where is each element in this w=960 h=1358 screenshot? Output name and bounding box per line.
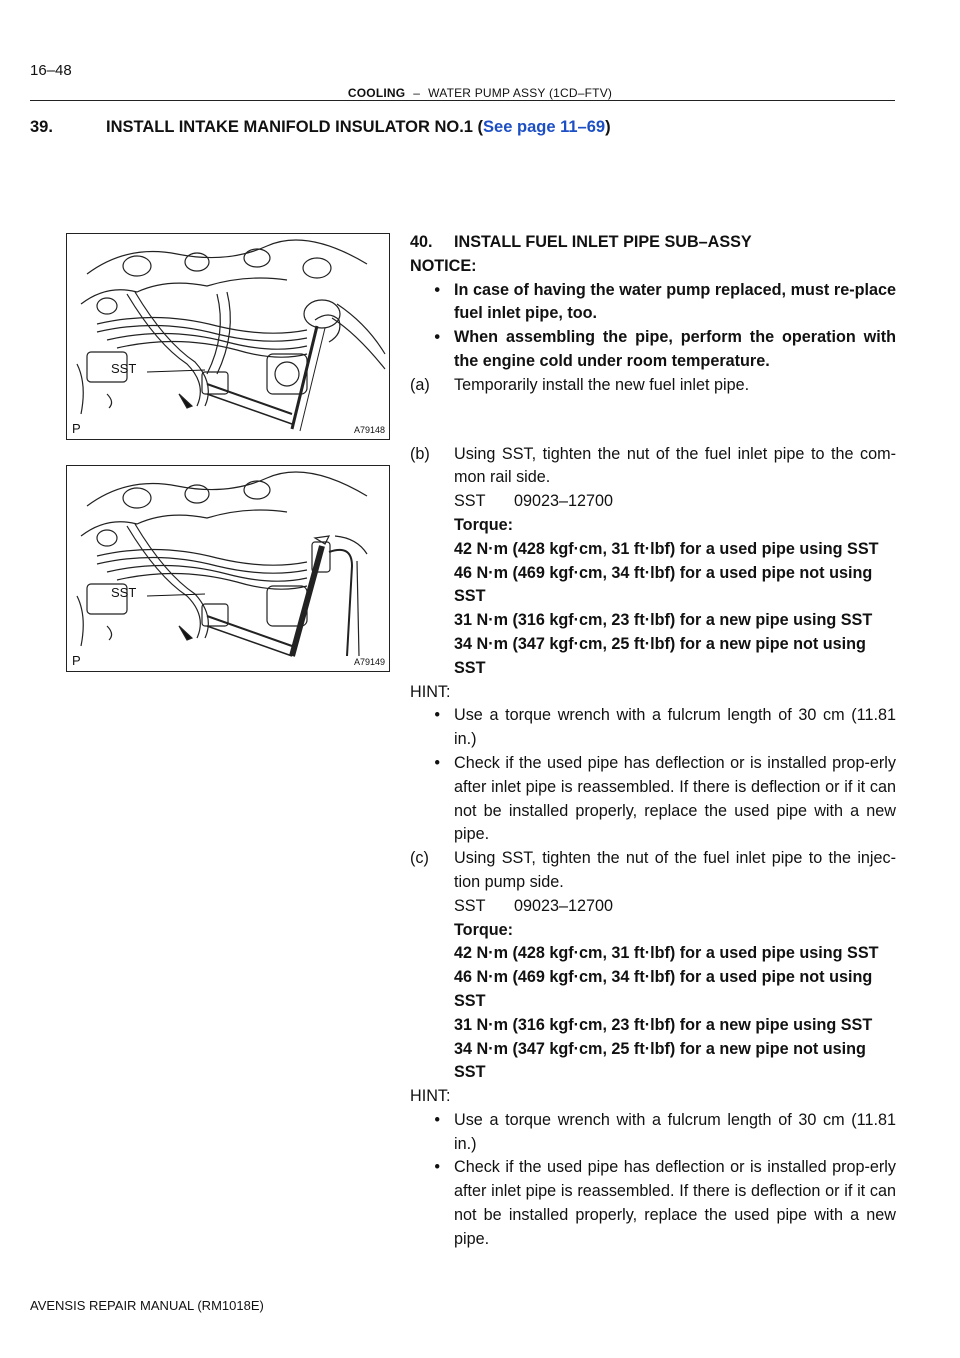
sst-label: SST (454, 492, 486, 511)
see-page-link[interactable]: See page 11–69 (483, 118, 606, 136)
substep-a (410, 374, 896, 398)
page-number: 16–48 (30, 62, 72, 79)
hint-text: Check if the used pipe has deflection or is installed prop-erly after inlet pipe is reassembled. If there is deflection or if it can not be installed properly, replace the used pipe with a new pipe. (454, 753, 896, 844)
section-title: COOLING (347, 86, 406, 100)
step-39-number: 39. (30, 118, 53, 136)
torque-label: Torque: (454, 515, 514, 534)
figure-p-mark: P (72, 421, 81, 436)
header-separator: – (413, 86, 421, 100)
hint-text: Use a torque wrench with a fulcrum length of 30 cm (11.81 in.) (454, 706, 896, 749)
torque-spec: 42 N·m (428 kgf·cm, 31 ft·lbf) for a used pipe using SST (454, 539, 879, 558)
hint-item: • Check if the used pipe has deflection or is installed prop-erly after inlet pipe is reassembled. If there is deflection or if it can not be installed properly, replace the used pipe with a new pipe. (410, 1156, 896, 1251)
hint-label: HINT: (410, 682, 451, 701)
torque-spec: 31 N·m (316 kgf·cm, 23 ft·lbf) for a new pipe using SST (454, 611, 873, 630)
step-40-number: 40. (410, 233, 433, 251)
subsection-title: WATER PUMP ASSY (1CD–FTV) (428, 86, 613, 100)
notice-label: NOTICE: (410, 256, 477, 275)
substep-b-text: Using SST, tighten the nut of the fuel inlet pipe to the com-mon rail side. (454, 444, 896, 487)
torque-spec: 31 N·m (316 kgf·cm, 23 ft·lbf) for a new pipe using SST (454, 1015, 873, 1034)
step-39 (30, 118, 611, 137)
torque-spec: 42 N·m (428 kgf·cm, 31 ft·lbf) for a used pipe using SST (454, 944, 879, 963)
substep-a-mark: (a) (410, 375, 430, 394)
hint-item: • Use a torque wrench with a fulcrum length of 30 cm (11.81 in.) (410, 1109, 896, 1157)
substep-a-text: Temporarily install the new fuel inlet pipe. (454, 375, 750, 394)
figure-a79148 (66, 233, 390, 440)
notice-item: • In case of having the water pump replaced, must re-place fuel inlet pipe, too. (410, 279, 896, 327)
header-rule (30, 100, 895, 101)
engine-illustration (67, 234, 389, 439)
hint-item: • Check if the used pipe has deflection or is installed prop-erly after inlet pipe is reassembled. If there is deflection or if it can not be installed properly, replace the used pipe with a new pipe. (410, 752, 896, 847)
torque-label: Torque: (454, 920, 514, 939)
figure-id: A79149 (353, 657, 385, 667)
sst-number: 09023–12700 (514, 896, 614, 915)
engine-illustration (67, 466, 389, 671)
notice-item: • When assembling the pipe, perform the operation with the engine cold under room temperature. (410, 326, 896, 374)
substep-b-mark: (b) (410, 444, 430, 463)
torque-spec: 46 N·m (469 kgf·cm, 34 ft·lbf) for a used pipe not using SST (454, 968, 873, 1010)
manual-footer: AVENSIS REPAIR MANUAL (RM1018E) (30, 1298, 264, 1313)
sst-label: SST (454, 896, 486, 915)
notice-text: In case of having the water pump replaced, must re-place fuel inlet pipe, too. (454, 280, 896, 323)
sst-leader-line (147, 591, 207, 601)
sst-label: SST (111, 585, 137, 600)
sst-leader-line (147, 367, 207, 377)
hint-label: HINT: (410, 1087, 451, 1106)
substep-c-text: Using SST, tighten the nut of the fuel inlet pipe to the injec-tion pump side. (454, 849, 896, 891)
torque-spec: 34 N·m (347 kgf·cm, 25 ft·lbf) for a new pipe not using SST (454, 1039, 866, 1082)
hint-text: Check if the used pipe has deflection or is installed prop-erly after inlet pipe is reassembled. If there is deflection or if it can not be installed properly, replace the used pipe with a new pipe. (454, 1158, 896, 1248)
torque-spec: 34 N·m (347 kgf·cm, 25 ft·lbf) for a new pipe not using SST (454, 634, 866, 677)
figure-p-mark: P (72, 653, 81, 668)
step-39-text: INSTALL INTAKE MANIFOLD INSULATOR NO.1 ( (106, 118, 484, 136)
sst-number-b (410, 490, 896, 514)
sst-label: SST (111, 361, 137, 376)
torque-spec: 46 N·m (469 kgf·cm, 34 ft·lbf) for a used pipe not using SST (454, 563, 873, 606)
figure-a79149 (66, 465, 390, 672)
hint-item: • Use a torque wrench with a fulcrum length of 30 cm (11.81 in.) (410, 704, 896, 752)
step-40-heading (410, 231, 896, 255)
sst-number-c (410, 895, 896, 919)
sst-number: 09023–12700 (514, 492, 614, 511)
running-header (0, 86, 960, 100)
step-39-close: ) (605, 118, 611, 136)
substep-b (410, 443, 896, 491)
substep-c (410, 847, 896, 895)
step-40-title: INSTALL FUEL INLET PIPE SUB–ASSY (454, 233, 752, 251)
notice-text: When assembling the pipe, perform the operation with the engine cold under room temperature. (454, 328, 896, 370)
hint-text: Use a torque wrench with a fulcrum length of 30 cm (11.81 in.) (454, 1110, 896, 1153)
figure-id: A79148 (353, 425, 385, 435)
procedure-column (410, 231, 896, 1252)
substep-c-mark: (c) (410, 849, 429, 868)
